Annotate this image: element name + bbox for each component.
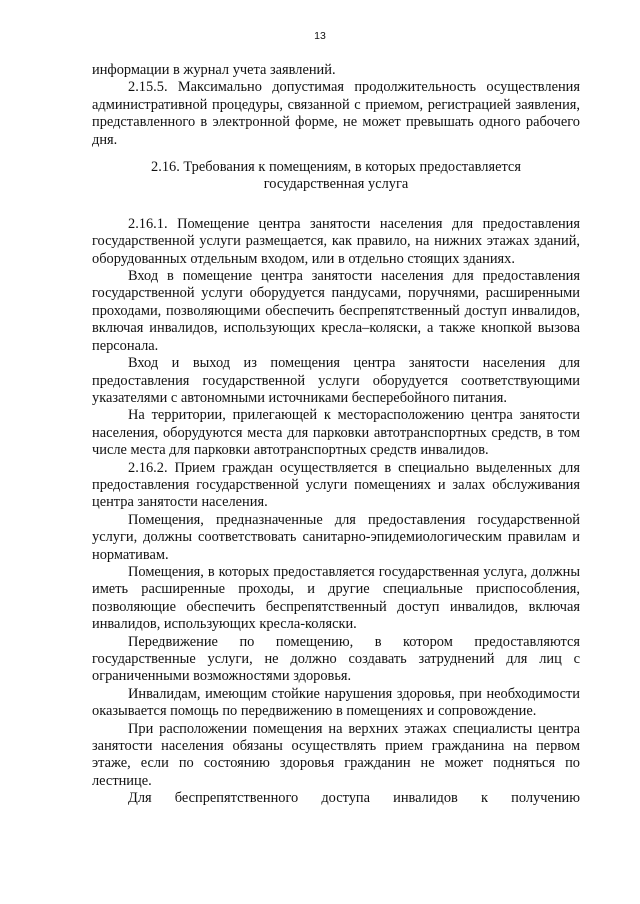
paragraph-entrance-signs: Вход и выход из помещения центра занятости населения для предоставления государственной услуги оборудуется соответствующими указателями с автономными источниками бесперебойного питания. xyxy=(92,355,580,406)
section-heading-line-2: государственная услуга xyxy=(263,176,409,193)
paragraph-sanitary-rules: Помещения, предназначенные для предоставления государственной услуги, должны соответствовать санитарно-эпидемиологическим правилам и нормативам. xyxy=(92,511,580,563)
paragraph-2-16-2: 2.16.2. Прием граждан осуществляется в специально выделенных для предоставления государственной услуги помещениях и залах обслуживания центра занятости населения. xyxy=(92,459,580,511)
section-heading-line-1: 2.16. Требования к помещениям, в которых предоставляется xyxy=(151,159,521,176)
paragraph-unobstructed-access: Для беспрепятственного доступа инвалидов к получению xyxy=(128,790,580,807)
paragraph-movement: Передвижение по помещению, в котором предоставляются государственные услуги, не должно создавать затруднений для лиц с ограниченными возможностями здоровья. xyxy=(92,633,580,685)
paragraph-upper-floors: При расположении помещения на верхних этажах специалисты центра занятости населения обязаны осуществлять прием гражданина на первом этаже, если по состоянию здоровья гражданин не может подняться по лестнице. xyxy=(92,720,580,789)
paragraph-2-16-1: 2.16.1. Помещение центра занятости населения для предоставления государственной услуги размещается, как правило, на нижних этажах зданий, оборудованных отдельным входом, или в отдельно стоящих зданиях. xyxy=(92,215,580,267)
paragraph-2-15-5: 2.15.5. Максимально допустимая продолжительность осуществления административной процедуры, связанной с приемом, регистрацией заявления, представленного в электронной форме, не может превышать одного рабочего дня. xyxy=(92,79,580,148)
page-number: 13 xyxy=(314,30,326,42)
paragraph-wide-passages: Помещения, в которых предоставляется государственная услуга, должны иметь расширенные проходы, и другие специальные приспособления, позволяющие обеспечить беспрепятственный доступ инвалидов, включая инвалидов, использующих кресла-коляски. xyxy=(92,563,580,633)
paragraph-assistance: Инвалидам, имеющим стойкие нарушения здоровья, при необходимости оказывается помощь по передвижению в помещениях и сопровождение. xyxy=(92,685,580,720)
section-heading-2-16 xyxy=(92,159,580,194)
document-body xyxy=(92,62,580,808)
paragraph-entrance-ramps: Вход в помещение центра занятости населения для предоставления государственной услуги оборудуется пандусами, поручнями, расширенными проходами, позволяющими обеспечить беспрепятственный доступ инвалидов, включая инвалидов, использующих кресла–коляски, а также кнопкой вызова персонала. xyxy=(92,268,580,354)
paragraph-parking: На территории, прилегающей к месторасположению центра занятости населения, оборудуются места для парковки автотранспортных средств, в том числе места для парковки автотранспортных средств инвалидов. xyxy=(92,407,580,459)
paragraph-continuation: информации в журнал учета заявлений. xyxy=(92,62,336,78)
